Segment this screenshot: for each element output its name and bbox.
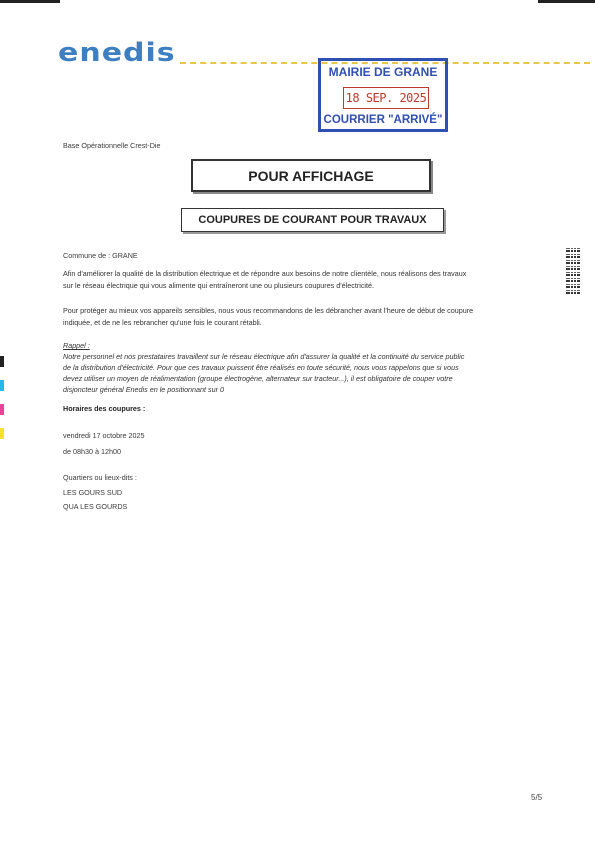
title-box: POUR AFFICHAGE	[191, 159, 431, 192]
quartier-item: QUA LES GOURDS	[63, 502, 128, 511]
received-stamp	[318, 58, 448, 132]
quartiers-heading: Quartiers ou lieux-dits :	[63, 473, 137, 482]
subtitle-box: COUPURES DE COURANT POUR TRAVAUX	[181, 208, 444, 232]
intro-line-1: Afin d'améliorer la qualité de la distribution électrique et de répondre aux besoins de notre clientèle, nous réalisons des travaux	[63, 269, 467, 278]
rappel-line-1: Notre personnel et nos prestataires travaillent sur le réseau électrique afin d'assurer la qualité et la continuité du service public	[63, 352, 465, 361]
rappel-block	[63, 340, 548, 395]
horaires-time: de 08h30 à 12h00	[63, 447, 121, 456]
horaires-heading: Horaires des coupures :	[63, 404, 146, 413]
rappel-line-2: de la distribution d'électricité. Pour que ces travaux puissent être réalisés en toute sécurité, nous vous rappelons que si vous	[63, 363, 459, 372]
quartier-item: LES GOURS SUD	[63, 488, 123, 497]
enedis-logo: enedis	[58, 38, 176, 68]
rappel-heading: Rappel :	[63, 341, 90, 350]
intro-line-2: sur le réseau électrique qui vous alimente qui entraîneront une ou plusieurs coupures d'électricité.	[63, 281, 375, 290]
scan-mark-right	[538, 0, 595, 3]
stamp-courrier: COURRIER "ARRIVÉ"	[323, 114, 443, 126]
intro-paragraph	[63, 268, 548, 292]
scan-mark-left	[0, 0, 60, 3]
rappel-line-3: devez utiliser un moyen de réalimentation (groupe électrogène, alternateur sur tracteur...), il est obligatoire de couper votre	[63, 374, 453, 383]
horaires-date: vendredi 17 octobre 2025	[63, 431, 145, 440]
page-number: 5/5	[531, 793, 543, 802]
advice-line-2: indiquée, et de ne les rebrancher qu'une fois le courant rétabli.	[63, 318, 262, 327]
print-mark-black	[0, 356, 4, 367]
advice-paragraph	[63, 305, 548, 329]
rappel-line-4: disjoncteur général Enedis en le positionnant sur 0	[63, 385, 225, 394]
barcode-overlay	[570, 246, 577, 294]
print-mark-cyan	[0, 380, 4, 391]
print-mark-magenta	[0, 404, 4, 415]
print-mark-yellow	[0, 428, 4, 439]
sender-name: Base Opérationnelle Crest-Die	[63, 141, 161, 150]
advice-line-1: Pour protéger au mieux vos appareils sensibles, nous vous recommandons de les débrancher avant l'heure de début de coupure	[63, 306, 474, 315]
stamp-mairie: MAIRIE DE GRANE	[328, 65, 438, 79]
stamp-date: 18 SEP. 2025	[343, 87, 429, 109]
commune-label: Commune de : GRANE	[63, 251, 138, 260]
